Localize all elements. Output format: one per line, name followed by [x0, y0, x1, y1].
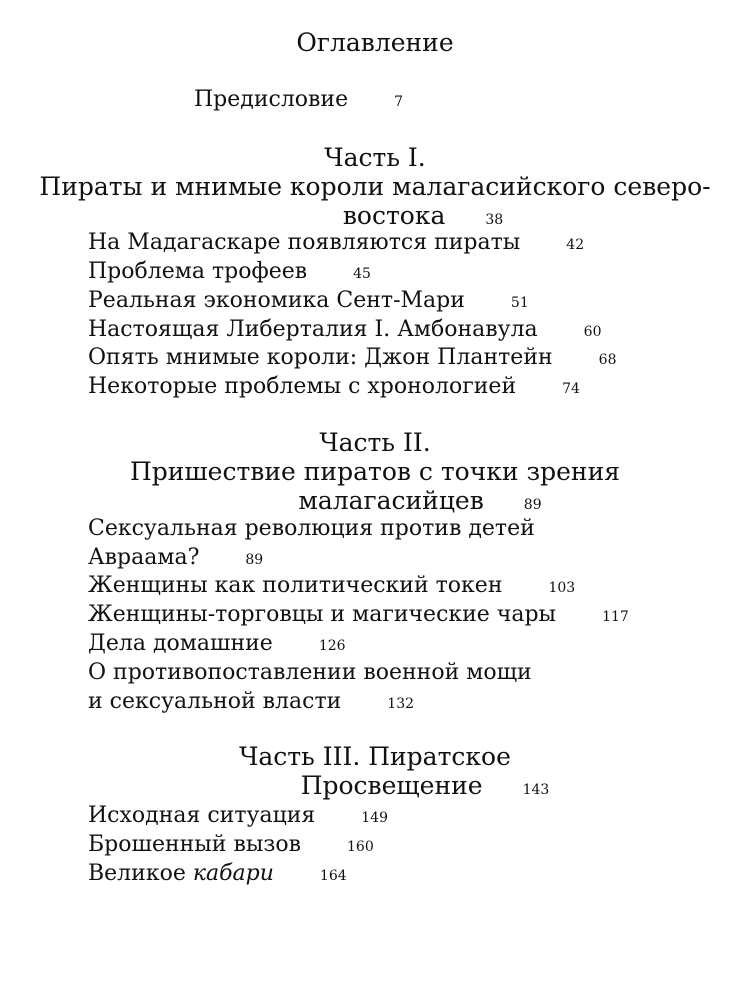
entry-page: 7	[394, 94, 404, 110]
toc-entry	[88, 831, 374, 861]
toc-entry	[88, 287, 529, 317]
toc-entry	[88, 373, 580, 403]
part1-subtitle-line1: Пираты и мнимые короли малагасийского северо-	[39, 172, 711, 201]
toc-entry-line1: Сексуальная революция против детей	[88, 516, 535, 541]
toc-entry-line2	[88, 544, 263, 574]
toc-entry	[88, 316, 602, 346]
entry-label: Предисловие	[194, 87, 349, 112]
toc-entry	[88, 572, 575, 602]
part2-subtitle-line1: Пришествие пиратов с точки зрения	[129, 457, 621, 486]
entry-label: и сексуальной власти	[88, 689, 342, 714]
entry-label: Настоящая Либерталия I. Амбонавула	[88, 317, 538, 342]
entry-label: Проблема трофеев	[88, 259, 308, 284]
entry-page: 60	[583, 324, 602, 340]
entry-label: Некоторые проблемы с хронологией	[88, 374, 517, 399]
part1-page: 38	[485, 212, 504, 228]
entry-label: На Мадагаскаре появляются пираты	[88, 230, 521, 255]
toc-title: Оглавление	[296, 28, 454, 57]
toc-entry-line1: О противопоставлении военной мощи	[88, 660, 532, 685]
entry-label: Исходная ситуация	[88, 803, 316, 828]
part3-heading-line1: Часть III. Пиратское	[239, 742, 511, 771]
entry-page: 160	[347, 839, 374, 855]
part3-heading-line2	[0, 771, 750, 805]
entry-label: Авраама?	[88, 545, 200, 570]
entry-page: 117	[602, 609, 629, 625]
entry-label: Реальная экономика Сент-Мари	[88, 288, 465, 313]
part3-page: 143	[522, 782, 550, 798]
entry-page: 68	[598, 352, 617, 368]
part3-heading-text: Просвещение	[300, 771, 483, 800]
entry-page: 103	[548, 580, 576, 596]
part2-subtitle-text: малагасийцев	[298, 486, 484, 515]
entry-page: 45	[353, 266, 371, 282]
entry-label: Опять мнимые короли: Джон Плантейн	[88, 345, 553, 370]
entry-label-italic: кабари	[192, 861, 274, 886]
entry-label: Дела домашние	[88, 631, 273, 656]
entry-page: 74	[562, 381, 580, 397]
part1-subtitle-text: востока	[342, 201, 446, 230]
toc-entry	[88, 258, 371, 288]
entry-page: 132	[387, 696, 415, 712]
entry-label: Брошенный вызов	[88, 832, 301, 857]
part2-heading: Часть II.	[319, 428, 431, 457]
toc-entry	[88, 630, 346, 660]
toc-entry	[88, 344, 616, 374]
part2-page: 89	[523, 497, 542, 513]
toc-entry	[88, 601, 629, 631]
entry-page: 164	[319, 868, 347, 884]
toc-entry-preface	[194, 86, 403, 116]
toc-entry	[88, 860, 347, 890]
toc-entry	[88, 229, 584, 259]
entry-page: 89	[245, 552, 264, 568]
entry-label: Женщины-торговцы и магические чары	[88, 602, 557, 627]
entry-page: 42	[566, 237, 585, 253]
entry-page: 149	[361, 810, 388, 826]
part1-heading: Часть I.	[324, 143, 426, 172]
toc-entry-line2	[88, 688, 414, 718]
toc-entry	[88, 802, 388, 832]
entry-label: Великое	[88, 861, 193, 886]
entry-page: 51	[510, 295, 529, 311]
entry-page: 126	[318, 638, 346, 654]
entry-label: Женщины как политический токен	[88, 573, 503, 598]
